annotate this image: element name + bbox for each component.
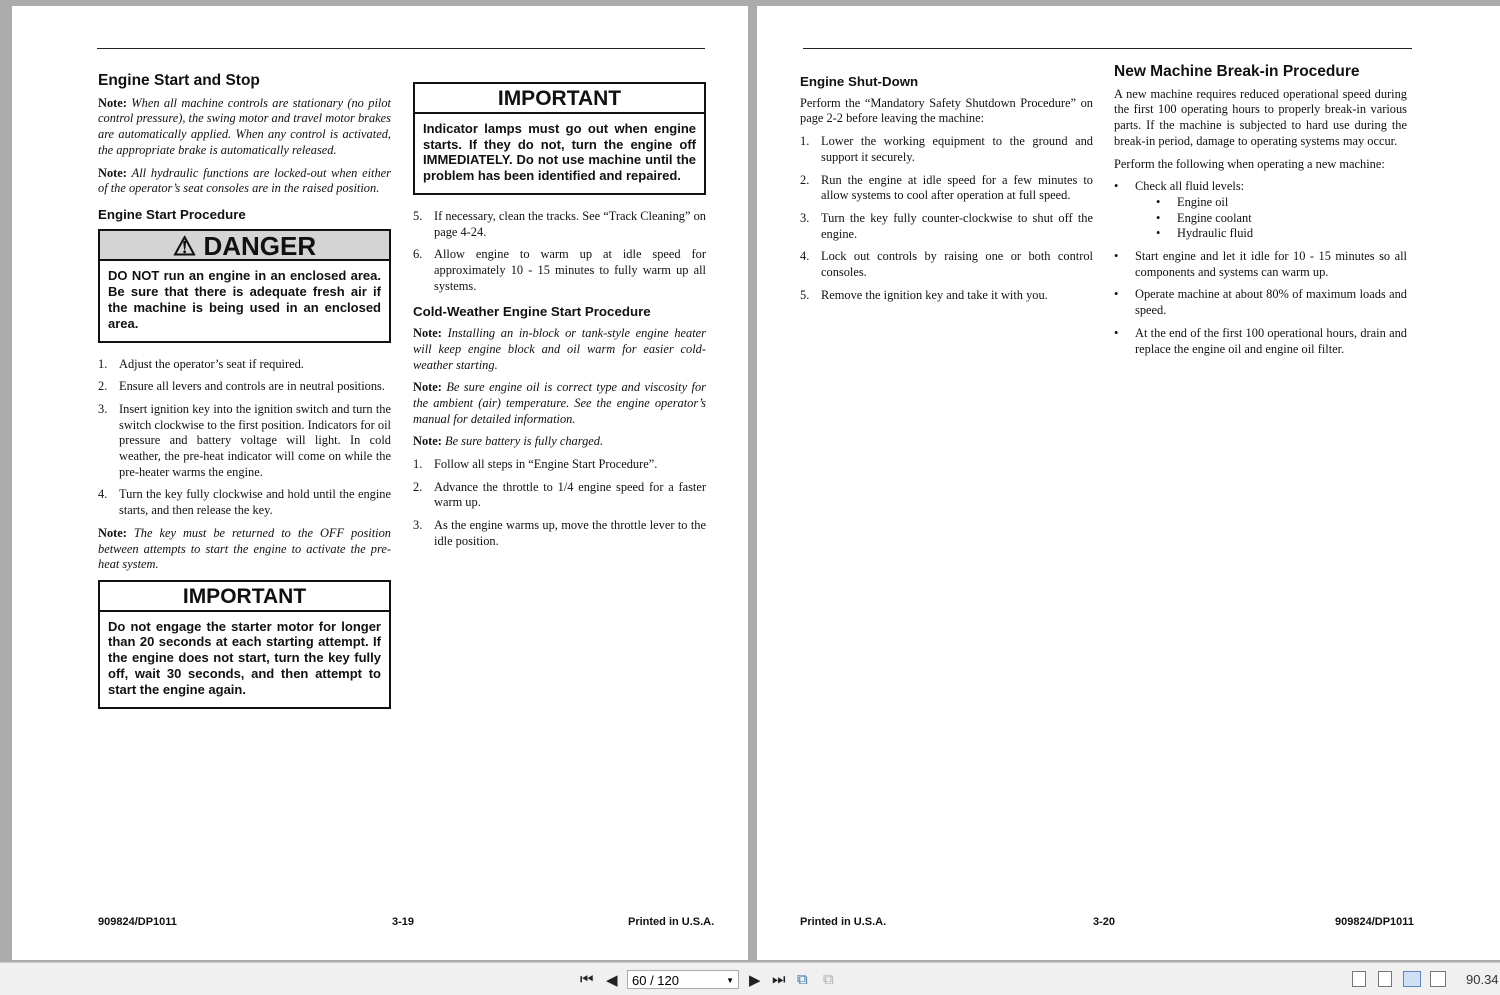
bullet-icon: • — [1114, 179, 1119, 194]
bullet-icon: • — [1156, 194, 1161, 209]
next-page-icon[interactable]: ▶ — [749, 972, 761, 989]
warning-triangle-icon: ⚠ — [172, 230, 204, 261]
list-item — [800, 249, 1093, 280]
note-text: Be sure battery is fully charged. — [445, 434, 604, 449]
list-item — [1114, 326, 1407, 357]
list-item-text: Remove the ignition key and take it with you. — [821, 287, 1048, 302]
list-item-body — [821, 211, 1093, 242]
list-item-text: At the end of the first 100 operational hours, drain and replace the engine oil and engine oil filter. — [1135, 325, 1407, 356]
paragraph: A new machine requires reduced operational speed during the first 100 operating hours to properly break-in various parts. If the machine is subjected to hard use during the break-in period, damage to operating systems may occur. — [1114, 86, 1407, 148]
list-number: 6. — [413, 247, 423, 262]
note-text: Installing an in-block or tank-style engine heater will keep engine block and oil warm for easier cold-weather starting. — [413, 326, 706, 372]
note-label: Note: — [413, 380, 442, 395]
box-title-text: IMPORTANT — [497, 87, 622, 110]
list-number: 2. — [413, 479, 423, 494]
note-label: Note: — [98, 95, 127, 110]
previous-view-icon[interactable]: ⧉ — [797, 971, 808, 988]
next-view-icon[interactable]: ⧉ — [823, 971, 834, 988]
subsection-heading: Engine Start Procedure — [98, 206, 246, 222]
box-text: Indicator lamps must go out when engine starts. If they do not, turn the engine off IMMEDIATELY. Do not use machine until the problem has been identified and repaired. — [423, 120, 696, 184]
last-page-icon[interactable]: ⏭ — [772, 971, 786, 988]
footer-doc-number: 909824/DP1011 — [98, 916, 177, 928]
list-item-text: Lock out controls by raising one or both control consoles. — [821, 249, 1093, 280]
danger-box — [98, 229, 391, 343]
list-item-text: Lower the working equipment to the ground and support it securely. — [821, 134, 1093, 164]
list-item — [413, 209, 706, 240]
list-item-body — [119, 487, 391, 518]
box-text: Do not engage the starter motor for longer than 20 seconds at each starting attempt. If the engine does not start, turn the key fully off, wait 30 seconds, and then attempt to start the engine again. — [108, 618, 381, 697]
list-item-body — [119, 379, 391, 395]
section-heading: New Machine Break-in Procedure — [1114, 63, 1360, 80]
list-item-body — [119, 402, 391, 481]
list-item-body — [434, 457, 706, 473]
list-item-text: As the engine warms up, move the throttle lever to the idle position. — [434, 518, 706, 548]
list-item — [98, 379, 391, 395]
footer-page-number: 3-19 — [392, 916, 415, 928]
list-item — [98, 357, 391, 373]
list-item-text: Check all fluid levels: — [1135, 179, 1245, 194]
list-item-body — [434, 480, 706, 511]
viewer-toolbar — [0, 962, 1500, 995]
bullet-icon: • — [1114, 287, 1119, 302]
list-item — [1114, 179, 1407, 242]
list-item-text: Adjust the operator’s seat if required. — [119, 356, 304, 371]
note-label: Note: — [98, 525, 127, 540]
sub-list-text: Hydraulic fluid — [1177, 226, 1254, 241]
sub-list-text: Engine oil — [1177, 194, 1229, 209]
list-item — [413, 247, 706, 294]
list-item-body — [821, 288, 1093, 304]
list-item — [800, 134, 1093, 165]
list-item-text: Ensure all levers and controls are in neutral positions. — [119, 379, 385, 394]
sub-list-item — [1135, 211, 1407, 227]
previous-page-icon[interactable]: ◀ — [606, 972, 618, 989]
list-item — [800, 288, 1093, 304]
right-column-1 — [800, 64, 1093, 310]
list-number: 2. — [98, 379, 108, 394]
bullet-icon: • — [1156, 210, 1161, 225]
note — [98, 526, 391, 573]
list-number: 1. — [800, 134, 810, 149]
header-rule — [97, 48, 705, 49]
list-item-body — [1135, 249, 1407, 280]
list-item-text: Operate machine at about 80% of maximum loads and speed. — [1135, 287, 1407, 318]
list-number: 3. — [98, 401, 108, 416]
list-item — [98, 402, 391, 481]
zoom-level[interactable]: 90.34 — [1466, 972, 1499, 987]
list-item — [800, 173, 1093, 204]
list-item-text: Start engine and let it idle for 10 - 15 minutes so all components and systems can warm up. — [1135, 249, 1407, 279]
bullet-icon: • — [1114, 325, 1119, 340]
page-number-value: 60 / 120 — [632, 973, 679, 988]
footer-page-number: 3-20 — [1093, 916, 1116, 928]
right-column-2 — [1114, 64, 1407, 364]
section-heading: Engine Start and Stop — [98, 72, 260, 89]
list-number: 3. — [800, 210, 810, 225]
box-text: DO NOT run an engine in an enclosed area. Be sure that there is adequate fresh air if the machine is being used in an enclosed area. — [108, 268, 381, 331]
list-item — [413, 480, 706, 511]
page-number-field[interactable] — [627, 970, 739, 989]
subsection-heading: Cold-Weather Engine Start Procedure — [413, 304, 651, 320]
list-item — [1114, 287, 1407, 318]
left-page — [12, 6, 748, 960]
list-number: 5. — [413, 208, 423, 223]
list-item-text: Allow engine to warm up at idle speed for approximately 10 - 15 minutes to fully warm up all systems. — [434, 247, 706, 293]
subsection-heading: Engine Shut-Down — [800, 74, 919, 89]
list-number: 4. — [800, 249, 810, 264]
paragraph: Perform the “Mandatory Safety Shutdown Procedure” on page 2-2 before leaving the machine: — [800, 95, 1093, 126]
facing-view-icon[interactable] — [1403, 971, 1421, 987]
list-number: 5. — [800, 287, 810, 302]
list-item-body — [434, 518, 706, 549]
box-title — [100, 231, 389, 262]
continuous-view-icon[interactable] — [1378, 971, 1392, 987]
left-column-1 — [98, 73, 391, 723]
note — [413, 380, 706, 427]
list-number: 1. — [98, 356, 108, 371]
list-item-text: Run the engine at idle speed for a few minutes to allow systems to cool after operation at full speed. — [821, 172, 1093, 203]
box-title — [415, 84, 704, 114]
paragraph: Perform the following when operating a new machine: — [1114, 156, 1385, 171]
note-text: All hydraulic functions are locked-out when either of the operator’s seat consoles are in the raised position. — [98, 165, 391, 196]
list-item — [800, 211, 1093, 242]
important-box — [413, 82, 706, 195]
note-label: Note: — [413, 434, 442, 449]
note-text: The key must be returned to the OFF position between attempts to start the engine to activate the pre-heat system. — [98, 525, 391, 572]
list-item-text: Turn the key fully counter-clockwise to shut off the engine. — [821, 210, 1093, 241]
sub-list-item — [1135, 195, 1407, 211]
note-label: Note: — [98, 165, 127, 180]
list-number: 3. — [413, 518, 423, 533]
note-label: Note: — [413, 326, 442, 341]
sub-list-item — [1135, 226, 1407, 242]
list-item-body — [821, 173, 1093, 204]
note-text: When all machine controls are stationary (no pilot control pressure), the swing motor and travel motor brakes are automatically applied. When any control is activated, the appropriate brake is automatically released. — [98, 95, 391, 157]
note — [98, 96, 391, 159]
left-column-2 — [413, 76, 706, 557]
important-box — [98, 580, 391, 709]
header-rule — [803, 48, 1412, 49]
list-number: 4. — [98, 487, 108, 502]
list-number: 1. — [413, 457, 423, 472]
note-text: Be sure engine oil is correct type and viscosity for the ambient (air) temperature. See the engine operator’s manual for detailed information. — [413, 380, 706, 426]
chevron-down-icon[interactable]: ▼ — [726, 976, 734, 985]
list-item-body — [1135, 287, 1407, 318]
footer-doc-number: 909824/DP1011 — [1335, 916, 1414, 928]
list-item — [413, 457, 706, 473]
list-item-body — [434, 209, 706, 240]
footer-printed: Printed in U.S.A. — [800, 916, 887, 928]
box-title-text: IMPORTANT — [182, 584, 307, 608]
list-item-text: Advance the throttle to 1/4 engine speed for a faster warm up. — [434, 479, 706, 510]
list-item-body — [821, 134, 1093, 165]
footer-printed: Printed in U.S.A. — [628, 916, 715, 928]
list-item-body — [1135, 179, 1407, 242]
continuous-facing-view-icon[interactable] — [1430, 971, 1446, 987]
list-item — [1114, 249, 1407, 280]
note — [413, 434, 706, 450]
note — [413, 326, 706, 373]
list-item-body — [434, 247, 706, 294]
bullet-icon: • — [1114, 249, 1119, 264]
right-page — [757, 6, 1500, 960]
list-item-body — [821, 249, 1093, 280]
bullet-icon: • — [1156, 226, 1161, 241]
box-title-text: DANGER — [203, 230, 317, 261]
list-item-body — [1135, 326, 1407, 357]
single-page-view-icon[interactable] — [1352, 971, 1366, 987]
list-item-text: Insert ignition key into the ignition switch and turn the switch clockwise to the first position. Indicators for oil pressure and battery voltage will light. In cold weather, the pre-heat indicator will come on while the pre-heater warms the engine. — [119, 401, 391, 479]
list-item-text: Follow all steps in “Engine Start Procedure”. — [434, 457, 658, 472]
list-item — [413, 518, 706, 549]
list-item-body — [119, 357, 391, 373]
list-number: 2. — [800, 172, 810, 187]
first-page-icon[interactable]: ⏮ — [580, 971, 594, 988]
list-item-text: If necessary, clean the tracks. See “Track Cleaning” on page 4-24. — [434, 208, 706, 239]
sub-list-text: Engine coolant — [1177, 210, 1252, 225]
list-item — [98, 487, 391, 518]
list-item-text: Turn the key fully clockwise and hold until the engine starts, and then release the key. — [119, 487, 391, 518]
note — [98, 166, 391, 197]
box-title — [100, 582, 389, 612]
